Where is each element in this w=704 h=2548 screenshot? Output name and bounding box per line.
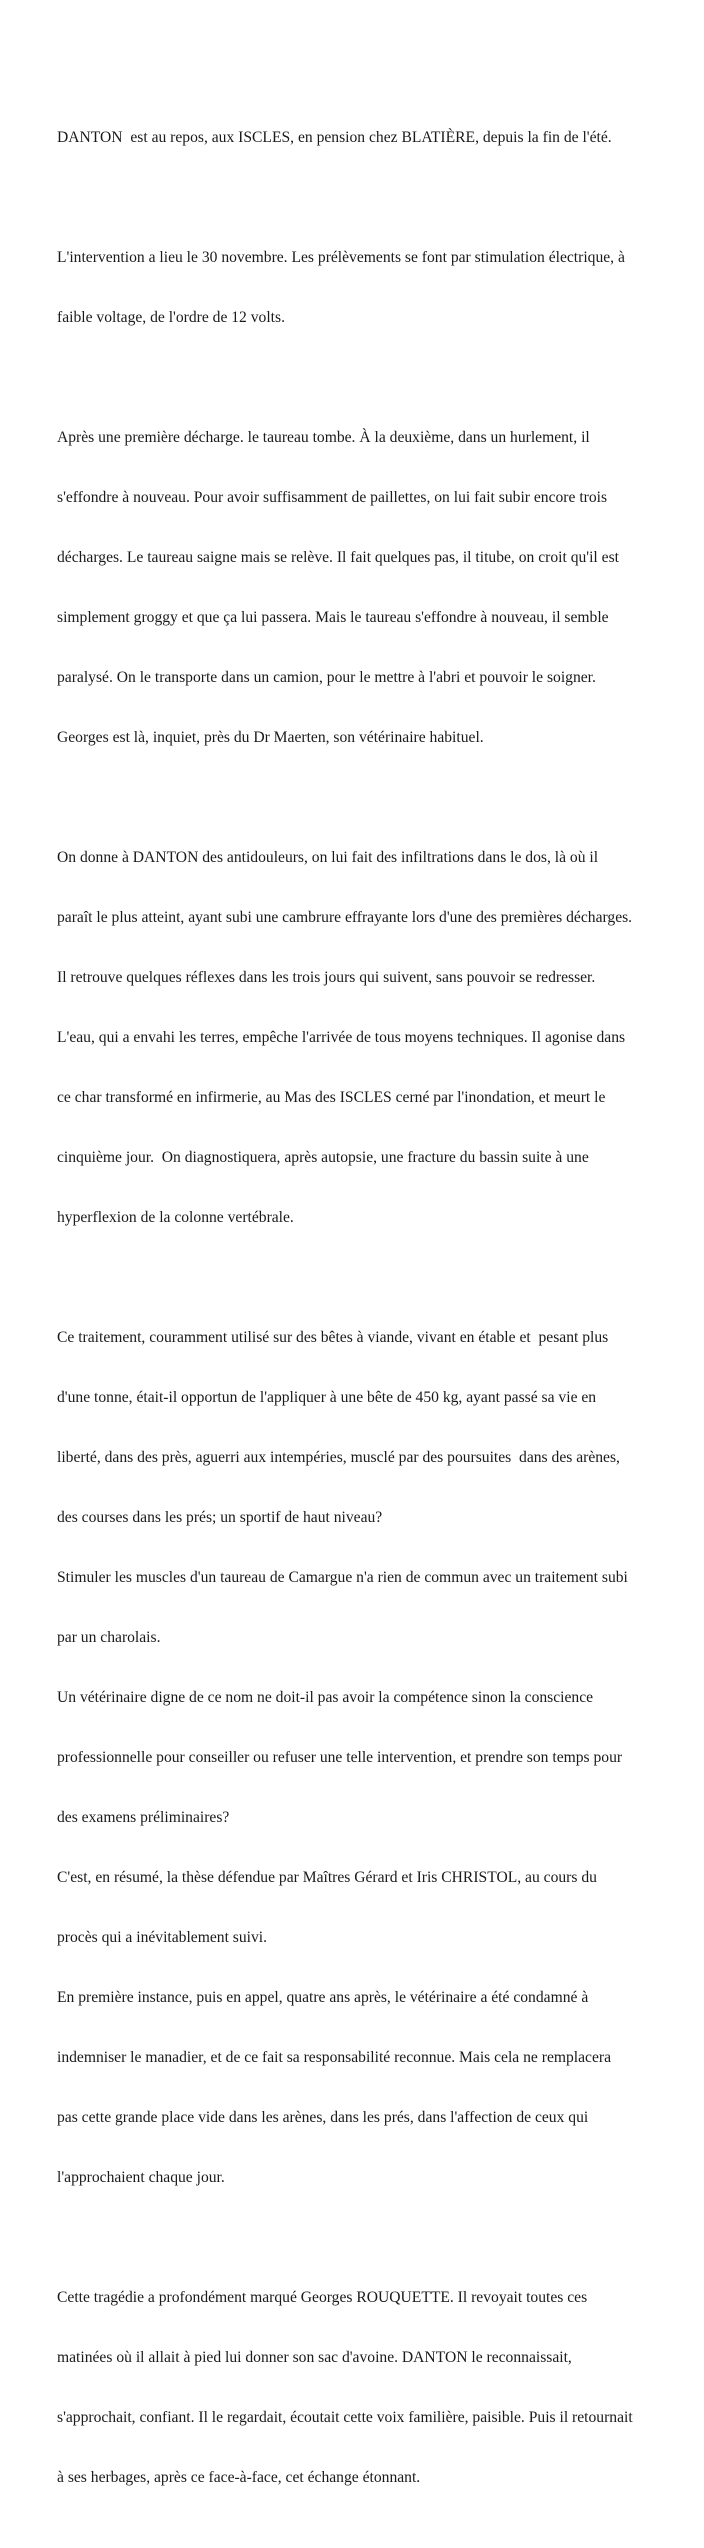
text-line: Georges est là, inquiet, près du Dr Maerten, son vétérinaire habituel. [57, 729, 484, 746]
text-line: paralysé. On le transporte dans un camion, pour le mettre à l'abri et pouvoir le soigner. [57, 669, 596, 686]
text-line: décharges. Le taureau saigne mais se relève. Il fait quelques pas, il titube, on croit qu'il est [57, 549, 619, 566]
paragraph-soins [57, 808, 677, 1268]
text-line: Après une première décharge. le taureau tombe. À la deuxième, dans un hurlement, il [57, 429, 590, 446]
text-line: par un charolais. [57, 1629, 161, 1646]
text-line: DANTON est au repos, aux ISCLES, en pension chez BLATIÈRE, depuis la fin de l'été. [57, 129, 612, 146]
text-line: Il retrouve quelques réflexes dans les trois jours qui suivent, sans pouvoir se redresser. [57, 969, 596, 986]
text-line: ce char transformé en infirmerie, au Mas des ISCLES cerné par l'inondation, et meurt le [57, 1089, 606, 1106]
text-line: simplement groggy et que ça lui passera. Mais le taureau s'effondre à nouveau, il semble [57, 609, 609, 626]
text-line: Un vétérinaire digne de ce nom ne doit-il pas avoir la compétence sinon la conscience [57, 1689, 594, 1706]
text-line: professionnelle pour conseiller ou refuser une telle intervention, et prendre son temps pour [57, 1749, 623, 1766]
text-line: indemniser le manadier, et de ce fait sa responsabilité reconnue. Mais cela ne remplacera [57, 2049, 611, 2066]
text-line: des courses dans les prés; un sportif de haut niveau? [57, 1509, 383, 1526]
paragraph-traitement [57, 1288, 677, 2228]
text-line: l'approchaient chaque jour. [57, 2169, 225, 2186]
text-line: d'une tonne, était-il opportun de l'appliquer à une bête de 450 kg, ayant passé sa vie en [57, 1389, 597, 1406]
paragraph-intervention [57, 208, 677, 368]
text-line: liberté, dans des près, aguerri aux intempéries, musclé par des poursuites dans des arènes, [57, 1449, 620, 1466]
text-line: Cette tragédie a profondément marqué Georges ROUQUETTE. Il revoyait toutes ces [57, 2289, 588, 2306]
text-line: procès qui a inévitablement suivi. [57, 1929, 268, 1946]
document-page [57, 88, 677, 2548]
text-line: cinquième jour. On diagnostiquera, après autopsie, une fracture du bassin suite à une [57, 1149, 589, 1166]
paragraph-intro [57, 88, 677, 188]
text-line: hyperflexion de la colonne vertébrale. [57, 1209, 294, 1226]
text-line: paraît le plus atteint, ayant subi une cambrure effrayante lors d'une des premières décharges. [57, 909, 633, 926]
text-line: faible voltage, de l'ordre de 12 volts. [57, 309, 285, 326]
text-line: matinées où il allait à pied lui donner son sac d'avoine. DANTON le reconnaissait, [57, 2349, 572, 2366]
text-line: On donne à DANTON des antidouleurs, on lui fait des infiltrations dans le dos, là où il [57, 849, 599, 866]
text-line: des examens préliminaires? [57, 1809, 230, 1826]
text-line: C'est, en résumé, la thèse défendue par Maîtres Gérard et Iris CHRISTOL, au cours du [57, 1869, 597, 1886]
text-line: En première instance, puis en appel, quatre ans après, le vétérinaire a été condamné à [57, 1989, 589, 2006]
text-line: L'eau, qui a envahi les terres, empêche l'arrivée de tous moyens techniques. Il agonise dans [57, 1029, 626, 1046]
text-line: L'intervention a lieu le 30 novembre. Les prélèvements se font par stimulation électrique, à [57, 249, 625, 266]
text-line: Stimuler les muscles d'un taureau de Camargue n'a rien de commun avec un traitement subi [57, 1569, 628, 1586]
paragraph-tragedie [57, 2248, 677, 2528]
text-line: pas cette grande place vide dans les arènes, dans les prés, dans l'affection de ceux qui [57, 2109, 589, 2126]
text-line: à ses herbages, après ce face-à-face, cet échange étonnant. [57, 2469, 421, 2486]
text-line: s'approchait, confiant. Il le regardait, écoutait cette voix familière, paisible. Puis il retournait [57, 2409, 633, 2426]
text-line: s'effondre à nouveau. Pour avoir suffisamment de paillettes, on lui fait subir encore trois [57, 489, 608, 506]
text-line: Ce traitement, couramment utilisé sur des bêtes à viande, vivant en étable et pesant plus [57, 1329, 609, 1346]
paragraph-decharges [57, 388, 677, 788]
